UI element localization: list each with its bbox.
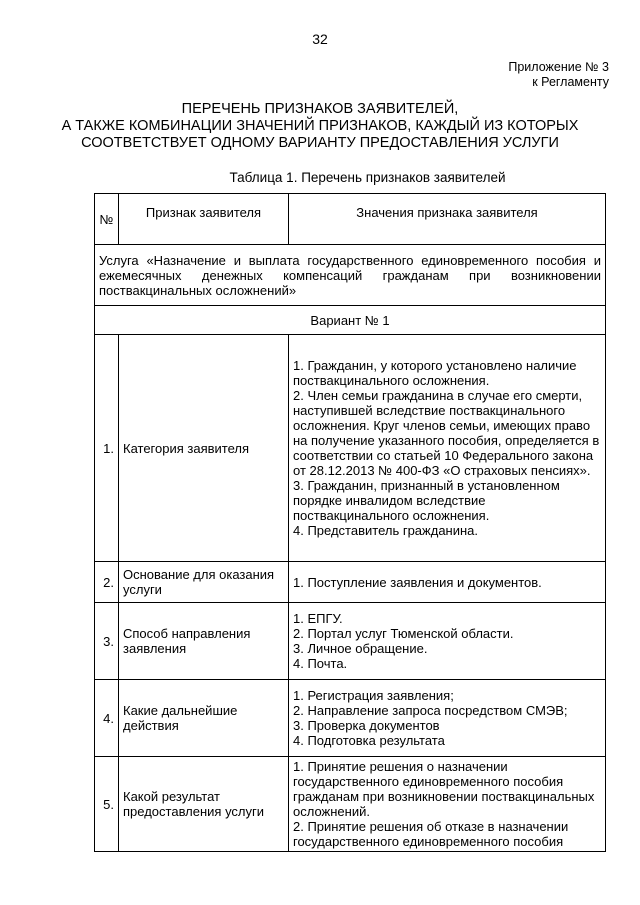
value-item: 3. Гражданин, признанный в установленном порядке инвалидом вследствие поствакцинального осложнения.	[293, 478, 560, 523]
variant-row	[95, 306, 606, 335]
appendix-note	[508, 60, 609, 90]
page-number: 32	[312, 31, 328, 47]
service-row	[95, 245, 606, 306]
value-item: 3. Проверка документов	[293, 718, 440, 733]
value-item: 2. Направление запроса посредством СМЭВ;	[293, 703, 568, 718]
row-number: 5.	[95, 757, 119, 852]
service-name: Услуга «Назначение и выплата государственного единовременного пособия и ежемесячных денежных компенсаций гражданам при возникновении поствакцинальных осложнений»	[95, 245, 606, 306]
value-item: 2. Принятие решения об отказе в назначении государственного единовременного пособия	[293, 819, 569, 849]
row-number: 1.	[95, 335, 119, 562]
applicant-features-table	[94, 193, 606, 852]
table-row	[95, 335, 606, 562]
row-feature: Какой результат предоставления услуги	[119, 757, 289, 852]
table-caption: Таблица 1. Перечень признаков заявителей	[229, 170, 506, 185]
row-feature: Основание для оказания услуги	[119, 562, 289, 603]
row-feature: Способ направления заявления	[119, 603, 289, 680]
row-values	[289, 335, 606, 562]
variant-label: Вариант № 1	[95, 306, 606, 335]
value-item: 2. Член семьи гражданина в случае его смерти, наступившей вследствие поствакцинального осложнения. Круг членов семьи, имеющих право на получение указанного пособия, определяется в соответствии со статьей 10 Федерального закона от 28.12.2013 № 400-ФЗ «О страховых пенсиях».	[293, 388, 600, 478]
table-row	[95, 562, 606, 603]
row-number: 2.	[95, 562, 119, 603]
appendix-line-2: к Регламенту	[532, 75, 609, 89]
row-feature: Категория заявителя	[119, 335, 289, 562]
heading-line-1: ПЕРЕЧЕНЬ ПРИЗНАКОВ ЗАЯВИТЕЛЕЙ,	[181, 101, 459, 117]
table-header-row	[95, 194, 606, 245]
row-values	[289, 757, 606, 852]
row-feature: Какие дальнейшие действия	[119, 680, 289, 757]
value-item: 1. Поступление заявления и документов.	[293, 574, 542, 590]
row-values	[289, 680, 606, 757]
row-number: 4.	[95, 680, 119, 757]
row-values	[289, 562, 606, 603]
table-row	[95, 680, 606, 757]
header-values: Значения признака заявителя	[289, 194, 606, 245]
document-heading	[0, 101, 640, 152]
value-item: 2. Портал услуг Тюменской области.	[293, 626, 514, 641]
header-feature: Признак заявителя	[119, 194, 289, 245]
row-values	[289, 603, 606, 680]
table-row	[95, 757, 606, 852]
value-item: 1. Регистрация заявления;	[293, 688, 454, 703]
value-item: 3. Личное обращение.	[293, 641, 428, 656]
table-row	[95, 603, 606, 680]
value-item: 1. Гражданин, у которого установлено наличие поствакцинального осложнения.	[293, 358, 577, 388]
value-item: 1. Принятие решения о назначении государственного единовременного пособия гражданам при возникновении поствакцинальных осложнений.	[293, 759, 595, 819]
value-item: 4. Представитель гражданина.	[293, 523, 479, 538]
appendix-line-1: Приложение № 3	[508, 60, 609, 74]
heading-line-3: СООТВЕТСТВУЕТ ОДНОМУ ВАРИАНТУ ПРЕДОСТАВЛЕНИЯ УСЛУГИ	[81, 135, 559, 151]
header-num: №	[95, 194, 119, 245]
row-number: 3.	[95, 603, 119, 680]
value-item: 4. Почта.	[293, 656, 348, 671]
heading-line-2: А ТАКЖЕ КОМБИНАЦИИ ЗНАЧЕНИЙ ПРИЗНАКОВ, КАЖДЫЙ ИЗ КОТОРЫХ	[61, 118, 579, 134]
value-item: 1. ЕПГУ.	[293, 611, 343, 626]
value-item: 4. Подготовка результата	[293, 733, 445, 748]
